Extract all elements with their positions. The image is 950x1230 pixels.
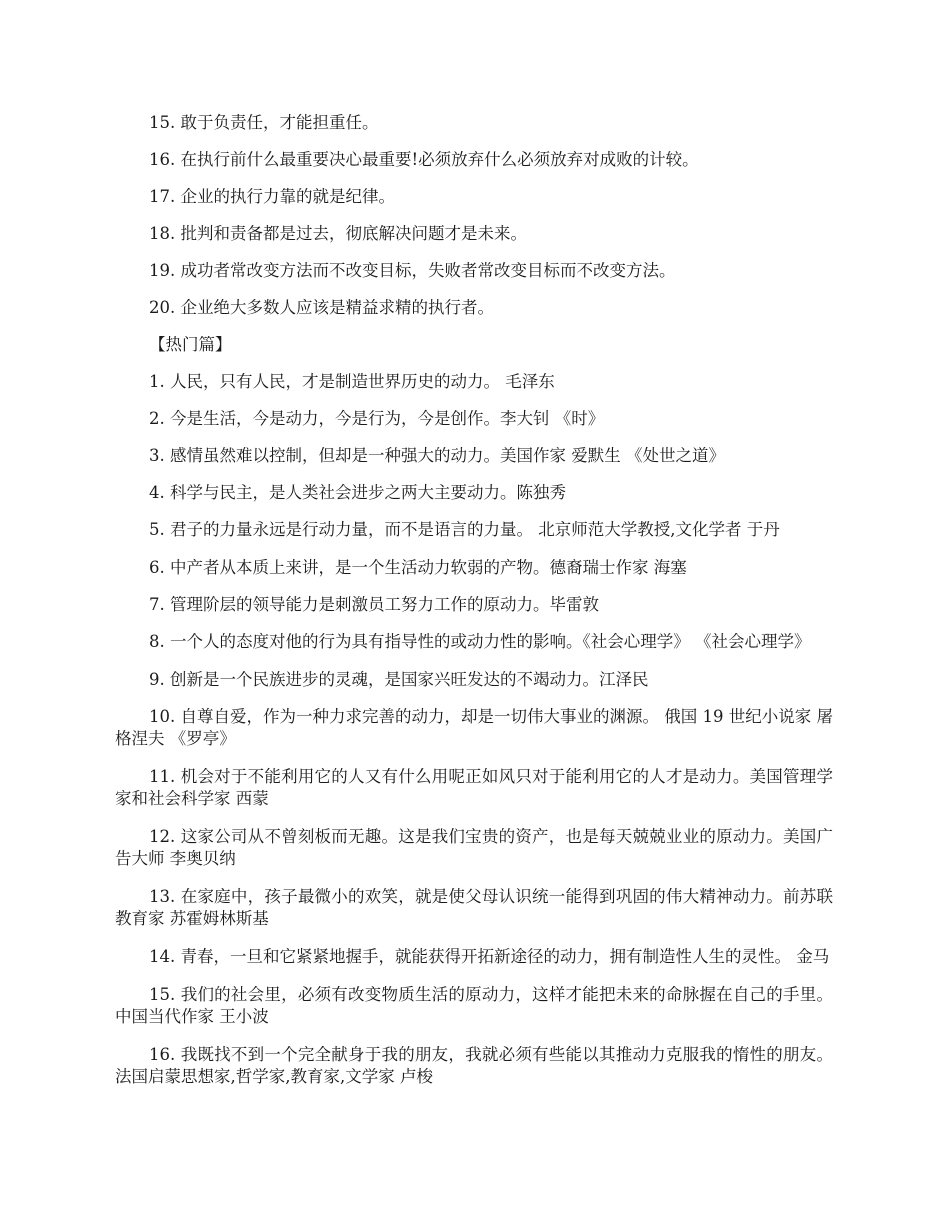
quote-item: 10. 自尊自爱，作为一种力求完善的动力，却是一切伟大事业的渊源。 俄国 19 世纪小说家 屠格涅夫 《罗亭》 <box>115 707 833 748</box>
quote-item: 11. 机会对于不能利用它的人又有什么用呢正如风只对于能利用它的人才是动力。美国管理学家和社会科学家 西蒙 <box>115 767 833 808</box>
section-heading: 【热门篇】 <box>149 335 232 354</box>
quote-item: 15. 我们的社会里，必须有改变物质生活的原动力，这样才能把未来的命脉握在自己的手里。中国当代作家 王小波 <box>115 985 833 1026</box>
quote-item: 4. 科学与民主，是人类社会进步之两大主要动力。陈独秀 <box>149 483 566 502</box>
quote-item: 16. 我既找不到一个完全献身于我的朋友，我就必须有些能以其推动力克服我的惰性的朋友。法国启蒙思想家,哲学家,教育家,文学家 卢梭 <box>115 1045 833 1086</box>
quote-item: 19. 成功者常改变方法而不改变目标，失败者常改变目标而不改变方法。 <box>149 261 676 280</box>
quote-item: 8. 一个人的态度对他的行为具有指导性的或动力性的影响。《社会心理学》 《社会心理学》 <box>149 632 811 651</box>
quote-item: 2. 今是生活，今是动力，今是行为，今是创作。李大钊 《时》 <box>149 409 605 428</box>
quote-item: 13. 在家庭中，孩子最微小的欢笑，就是使父母认识统一能得到巩固的伟大精神动力。前苏联教育家 苏霍姆林斯基 <box>115 887 833 928</box>
quote-item: 20. 企业绝大多数人应该是精益求精的执行者。 <box>149 298 494 317</box>
quote-item: 18. 批判和责备都是过去，彻底解决问题才是未来。 <box>149 224 527 243</box>
quote-item: 14. 青春，一旦和它紧紧地握手，就能获得开拓新途径的动力，拥有制造性人生的灵性。 金马 <box>149 947 830 966</box>
quote-item: 12. 这家公司从不曾刻板而无趣。这是我们宝贵的资产，也是每天兢兢业业的原动力。美国广告大师 李奥贝纳 <box>115 827 833 868</box>
quote-item: 3. 感情虽然难以控制，但却是一种强大的动力。美国作家 爱默生 《处世之道》 <box>149 446 725 465</box>
quote-item: 15. 敢于负责任，才能担重任。 <box>149 113 379 132</box>
quote-item: 6. 中产者从本质上来讲，是一个生活动力软弱的产物。德裔瑞士作家 海塞 <box>149 558 687 577</box>
quote-item: 16. 在执行前什么最重要决心最重要!必须放弃什么必须放弃对成败的计较。 <box>149 150 699 169</box>
quote-item: 5. 君子的力量永远是行动力量，而不是语言的力量。 北京师范大学教授,文化学者 于丹 <box>149 520 780 539</box>
document-page <box>115 112 833 1104</box>
quote-item: 17. 企业的执行力靠的就是纪律。 <box>149 187 395 206</box>
quote-item: 9. 创新是一个民族进步的灵魂，是国家兴旺发达的不竭动力。江泽民 <box>149 670 649 689</box>
quote-item: 1. 人民，只有人民，才是制造世界历史的动力。 毛泽东 <box>149 372 555 391</box>
quote-item: 7. 管理阶层的领导能力是刺激员工努力工作的原动力。毕雷敦 <box>149 595 599 614</box>
